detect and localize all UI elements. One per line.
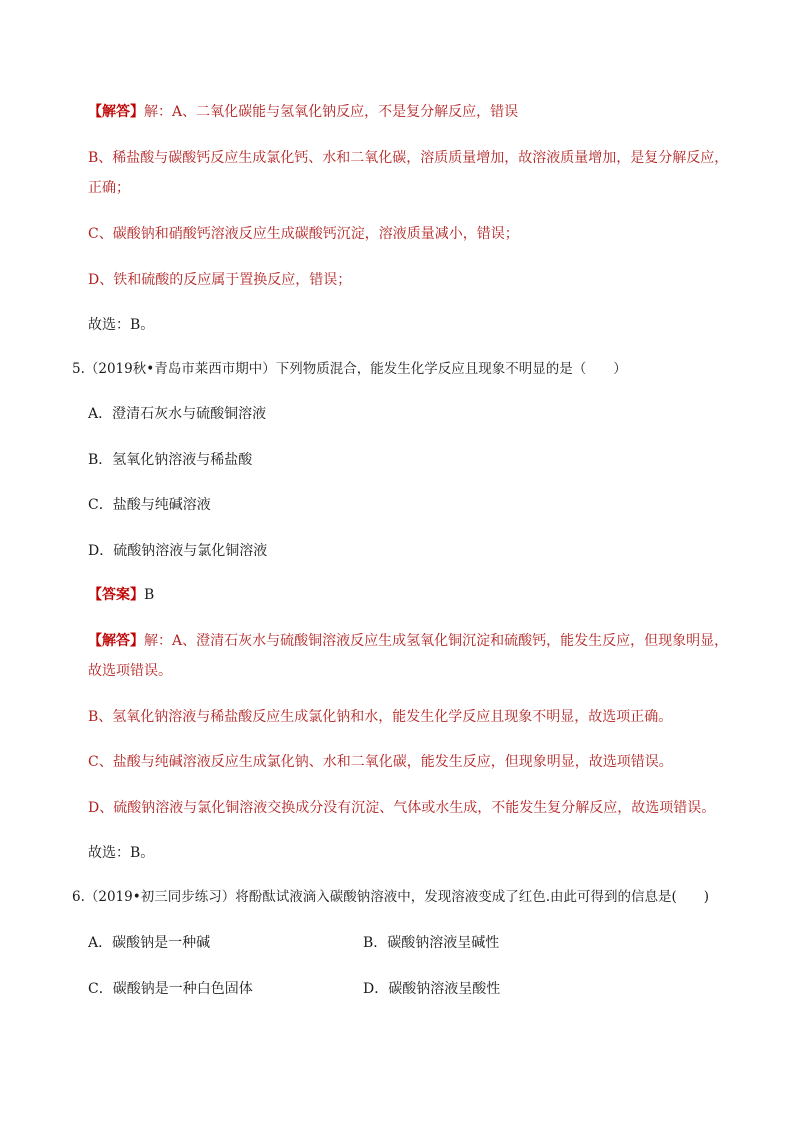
solution-4-option-b-line1: B、稀盐酸与碳酸钙反应生成氯化钙、水和二氧化碳，溶质质量增加，故溶液质量增加，是复分解反应， [88,150,729,166]
solution-4-head [88,103,518,121]
question-5-answer [88,586,154,604]
solution-5-choice: 故选：B。 [88,845,155,861]
question-6-stem: 6.（2019•初三同步练习）将酚酞试液滴入碳酸钠溶液中，发现溶液变成了红色.由此可得到的信息是( ) [72,889,710,905]
solution-text: 解：A、澄清石灰水与硫酸铜溶液反应生成氢氧化铜沉淀和硫酸钙，能发生反应，但现象明显， [144,633,729,649]
solution-5-option-a-line1 [88,632,728,650]
solution-4-option-d: D、铁和硫酸的反应属于置换反应，错误； [88,272,352,288]
solution-5-option-c: C、盐酸与纯碱溶液反应生成氯化钠、水和二氧化碳，能发生反应，但现象明显，故选项错误。 [88,754,673,770]
solution-5-option-b: B、氢氧化钠溶液与稀盐酸反应生成氯化钠和水，能发生化学反应且现象不明显，故选项正确。 [88,709,673,725]
solution-text: 解：A、二氧化碳能与氢氧化钠反应，不是复分解反应，错误 [144,104,519,120]
solution-4-option-c: C、碳酸钠和硝酸钙溶液反应生成碳酸钙沉淀，溶液质量减小，错误； [88,226,519,242]
solution-tag: 【解答】 [88,104,144,120]
solution-tag: 【解答】 [88,633,144,649]
answer-value: B [144,587,155,603]
question-5-option-d: D．硫酸钠溶液与氯化铜溶液 [88,543,268,559]
answer-tag: 【答案】 [88,587,144,603]
question-5-option-c: C．盐酸与纯碱溶液 [88,497,211,513]
question-5-option-a: A．澄清石灰水与硫酸铜溶液 [88,406,267,422]
solution-5-option-a-line2: 故选项错误。 [88,663,172,679]
question-6-option-d: D．碳酸钠溶液呈酸性 [363,981,501,997]
solution-4-choice: 故选：B。 [88,317,155,333]
question-6-option-b: B．碳酸钠溶液呈碱性 [363,935,500,951]
solution-5-option-d: D、硫酸钠溶液与氯化铜溶液交换成分没有沉淀、气体或水生成，不能发生复分解反应，故选项错误。 [88,800,716,816]
question-6-option-c: C．碳酸钠是一种白色固体 [88,981,253,997]
question-5-option-b: B．氢氧化钠溶液与稀盐酸 [88,452,253,468]
question-5-stem: 5.（2019秋•青岛市莱西市期中）下列物质混合，能发生化学反应且现象不明显的是（ ） [72,361,627,377]
question-6-option-a: A．碳酸钠是一种碱 [88,935,211,951]
solution-4-option-b-line2: 正确； [88,180,130,196]
